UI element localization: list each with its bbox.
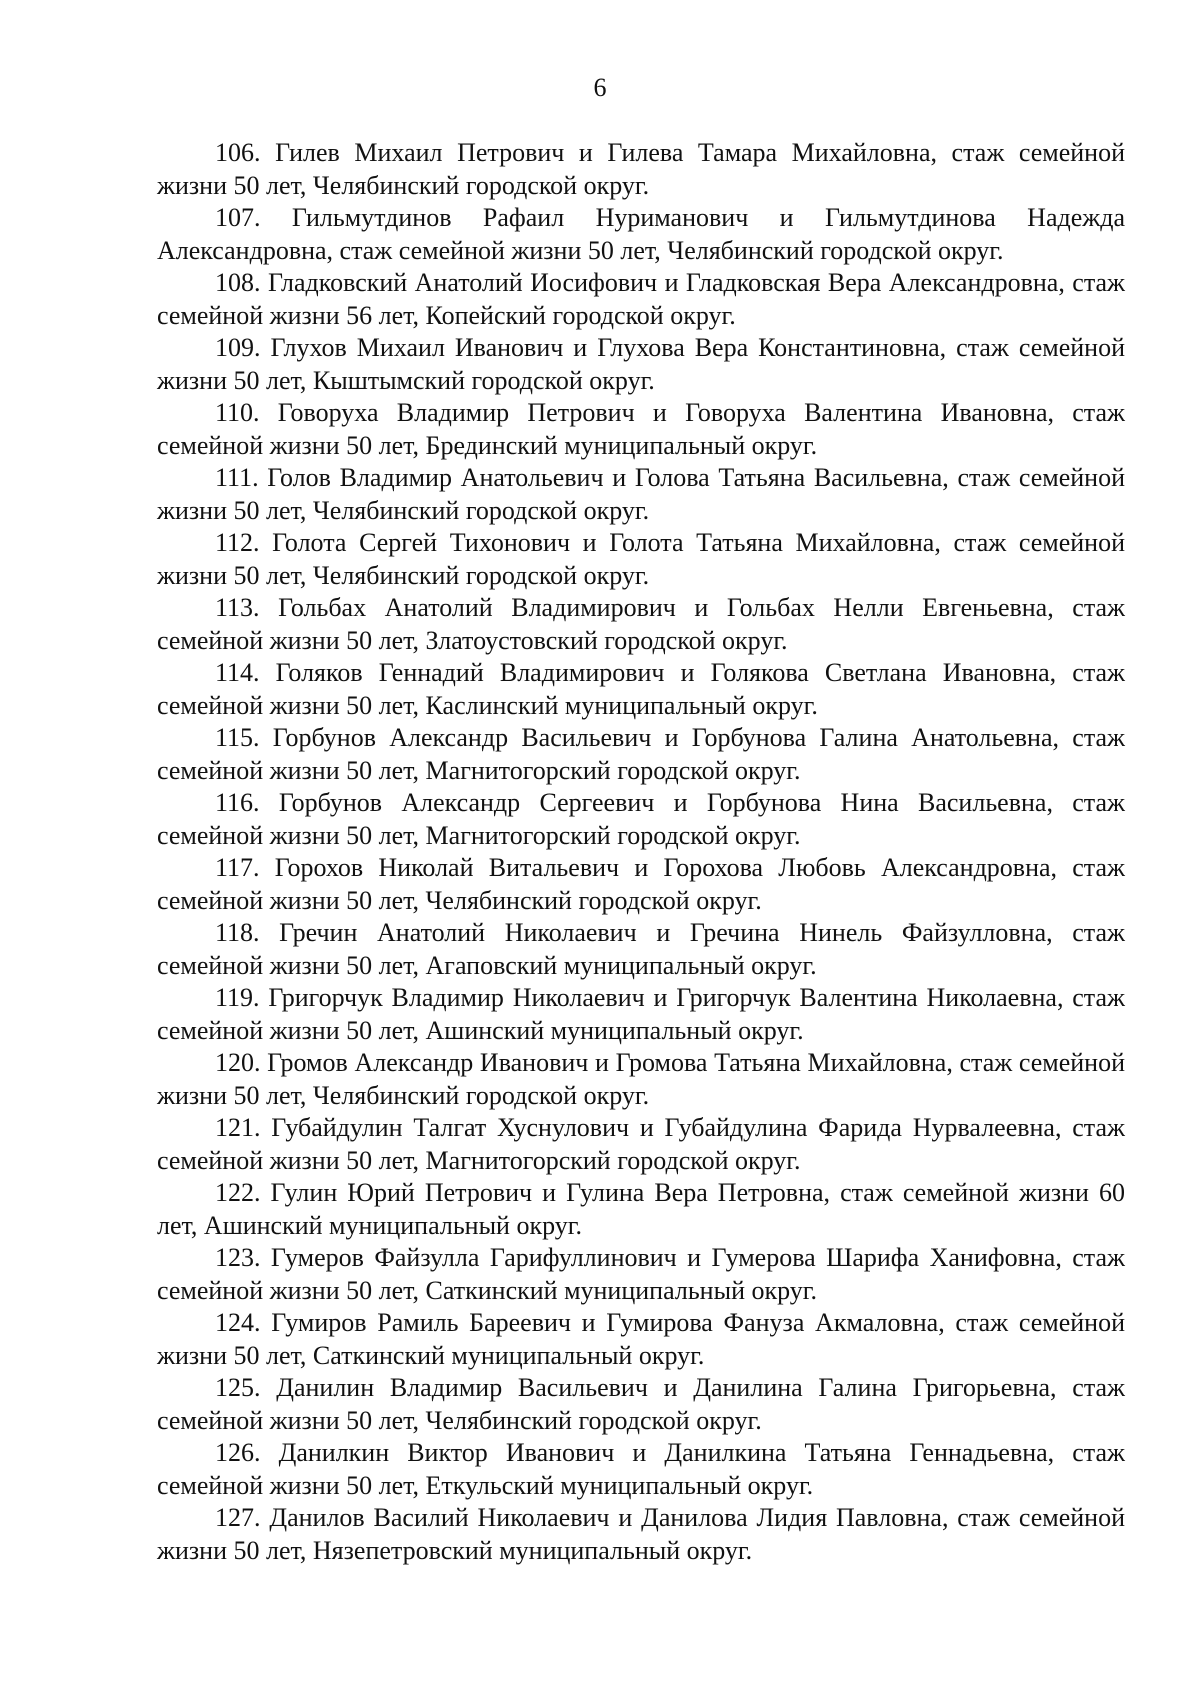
list-item: 123. Гумеров Файзулла Гарифуллинович и Гумерова Шарифа Ханифовна, стаж семейной жизни 50 лет, Саткинский муниципальный округ. bbox=[157, 1243, 1125, 1305]
list-item: 110. Говоруха Владимир Петрович и Говоруха Валентина Ивановна, стаж семейной жизни 50 лет, Брединский муниципальный округ. bbox=[157, 398, 1125, 460]
list-item: 120. Громов Александр Иванович и Громова Татьяна Михайловна, стаж семейной жизни 50 лет, Челябинский городской округ. bbox=[157, 1048, 1125, 1110]
list-item: 121. Губайдулин Талгат Хуснулович и Губайдулина Фарида Нурвалеевна, стаж семейной жизни 50 лет, Магнитогорский городской округ. bbox=[157, 1113, 1125, 1175]
list-item: 111. Голов Владимир Анатольевич и Голова Татьяна Васильевна, стаж семейной жизни 50 лет, Челябинский городской округ. bbox=[157, 463, 1125, 525]
list-item: 116. Горбунов Александр Сергеевич и Горбунова Нина Васильевна, стаж семейной жизни 50 лет, Магнитогорский городской округ. bbox=[157, 788, 1125, 850]
list-item: 125. Данилин Владимир Васильевич и Данилина Галина Григорьевна, стаж семейной жизни 50 лет, Челябинский городской округ. bbox=[157, 1373, 1125, 1435]
list-item: 122. Гулин Юрий Петрович и Гулина Вера Петровна, стаж семейной жизни 60 лет, Ашинский муниципальный округ. bbox=[157, 1178, 1125, 1240]
list-item: 126. Данилкин Виктор Иванович и Данилкина Татьяна Геннадьевна, стаж семейной жизни 50 лет, Еткульский муниципальный округ. bbox=[157, 1438, 1125, 1500]
page-number: 6 bbox=[593, 73, 607, 102]
list-item: 106. Гилев Михаил Петрович и Гилева Тамара Михайловна, стаж семейной жизни 50 лет, Челябинский городской округ. bbox=[157, 138, 1125, 200]
list-item: 114. Голяков Геннадий Владимирович и Голякова Светлана Ивановна, стаж семейной жизни 50 лет, Каслинский муниципальный округ. bbox=[157, 658, 1125, 720]
list-item: 108. Гладковский Анатолий Иосифович и Гладковская Вера Александровна, стаж семейной жизни 56 лет, Копейский городской округ. bbox=[157, 268, 1125, 330]
list-item: 127. Данилов Василий Николаевич и Данилова Лидия Павловна, стаж семейной жизни 50 лет, Нязепетровский муниципальный округ. bbox=[157, 1503, 1125, 1565]
list-item: 117. Горохов Николай Витальевич и Горохова Любовь Александровна, стаж семейной жизни 50 лет, Челябинский городской округ. bbox=[157, 853, 1125, 915]
list-item: 118. Гречин Анатолий Николаевич и Гречина Нинель Файзулловна, стаж семейной жизни 50 лет, Агаповский муниципальный округ. bbox=[157, 918, 1125, 980]
list-item: 113. Гольбах Анатолий Владимирович и Гольбах Нелли Евгеньевна, стаж семейной жизни 50 лет, Златоустовский городской округ. bbox=[157, 593, 1125, 655]
list-item: 112. Голота Сергей Тихонович и Голота Татьяна Михайловна, стаж семейной жизни 50 лет, Челябинский городской округ. bbox=[157, 528, 1125, 590]
list-item: 107. Гильмутдинов Рафаил Нуриманович и Гильмутдинова Надежда Александровна, стаж семейной жизни 50 лет, Челябинский городской округ. bbox=[157, 203, 1125, 265]
entry-list bbox=[157, 137, 1125, 1567]
list-item: 115. Горбунов Александр Васильевич и Горбунова Галина Анатольевна, стаж семейной жизни 50 лет, Магнитогорский городской округ. bbox=[157, 723, 1125, 785]
list-item: 119. Григорчук Владимир Николаевич и Григорчук Валентина Николаевна, стаж семейной жизни 50 лет, Ашинский муниципальный округ. bbox=[157, 983, 1125, 1045]
list-item: 109. Глухов Михаил Иванович и Глухова Вера Константиновна, стаж семейной жизни 50 лет, Кыштымский городской округ. bbox=[157, 333, 1125, 395]
list-item: 124. Гумиров Рамиль Бареевич и Гумирова Фануза Акмаловна, стаж семейной жизни 50 лет, Саткинский муниципальный округ. bbox=[157, 1308, 1125, 1370]
